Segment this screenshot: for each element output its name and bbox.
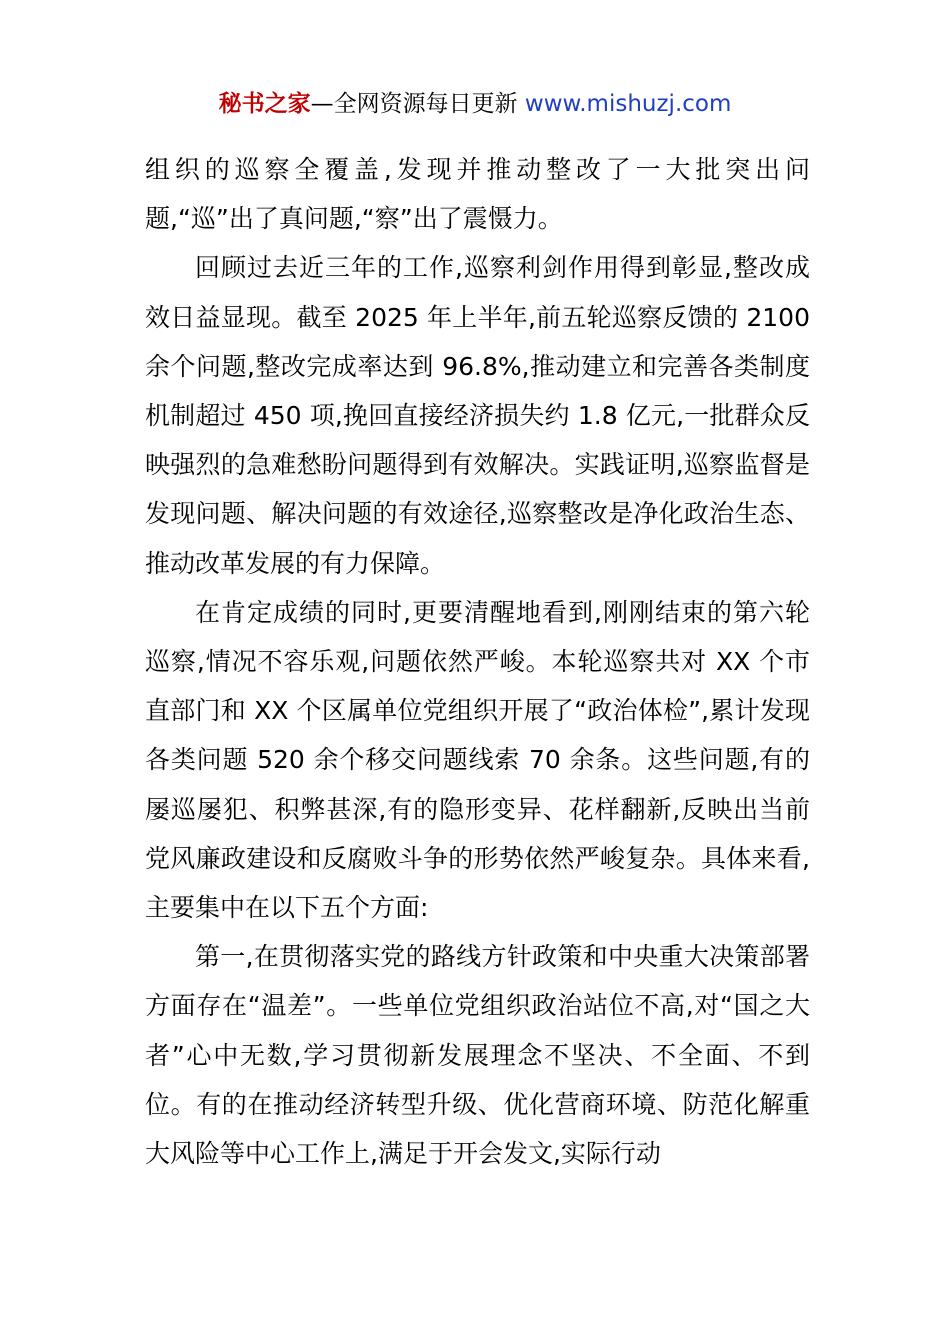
site-tagline: —全网资源每日更新: [310, 91, 525, 117]
site-brand: 秘书之家: [218, 91, 311, 117]
site-url-link[interactable]: www.mishuzj.com: [524, 91, 732, 117]
document-body: [145, 145, 810, 1178]
paragraph-first-point: 第一,在贯彻落实党的路线方针政策和中央重大决策部署方面存在“温差”。一些单位党组织政治站位不高,对“国之大者”心中无数,学习贯彻新发展理念不坚决、不全面、不到位。有的在推动经济转型升级、优化营商环境、防范化解重大风险等中心工作上,满足于开会发文,实际行动: [145, 942, 810, 1169]
paragraph-review: 回顾过去近三年的工作,巡察利剑作用得到彰显,整改成效日益显现。截至 2025 年上半年,前五轮巡察反馈的 2100 余个问题,整改完成率达到 96.8%,推动建立和完善各类制度机制超过 450 项,挽回直接经济损失约 1.8 亿元,一批群众反映强烈的急难愁盼问题得到有效解决。实践证明,巡察监督是发现问题、解决问题的有效途径,巡察整改是净化政治生态、推动改革发展的有力保障。: [145, 253, 810, 578]
paragraph-sixth-round: 在肯定成绩的同时,更要清醒地看到,刚刚结束的第六轮巡察,情况不容乐观,问题依然严峻。本轮巡察共对 XX 个市直部门和 XX 个区属单位党组织开展了“政治体检”,累计发现各类问题 520 余个移交问题线索 70 余条。这些问题,有的屡巡屡犯、积弊甚深,有的隐形变异、花样翻新,反映出当前党风廉政建设和反腐败斗争的形势依然严峻复杂。具体来看,主要集中在以下五个方面:: [145, 597, 810, 923]
paragraph-continuation: 组织的巡察全覆盖,发现并推动整改了一大批突出问题,“巡”出了真问题,“察”出了震慑力。: [145, 155, 810, 234]
site-header: [0, 88, 950, 120]
